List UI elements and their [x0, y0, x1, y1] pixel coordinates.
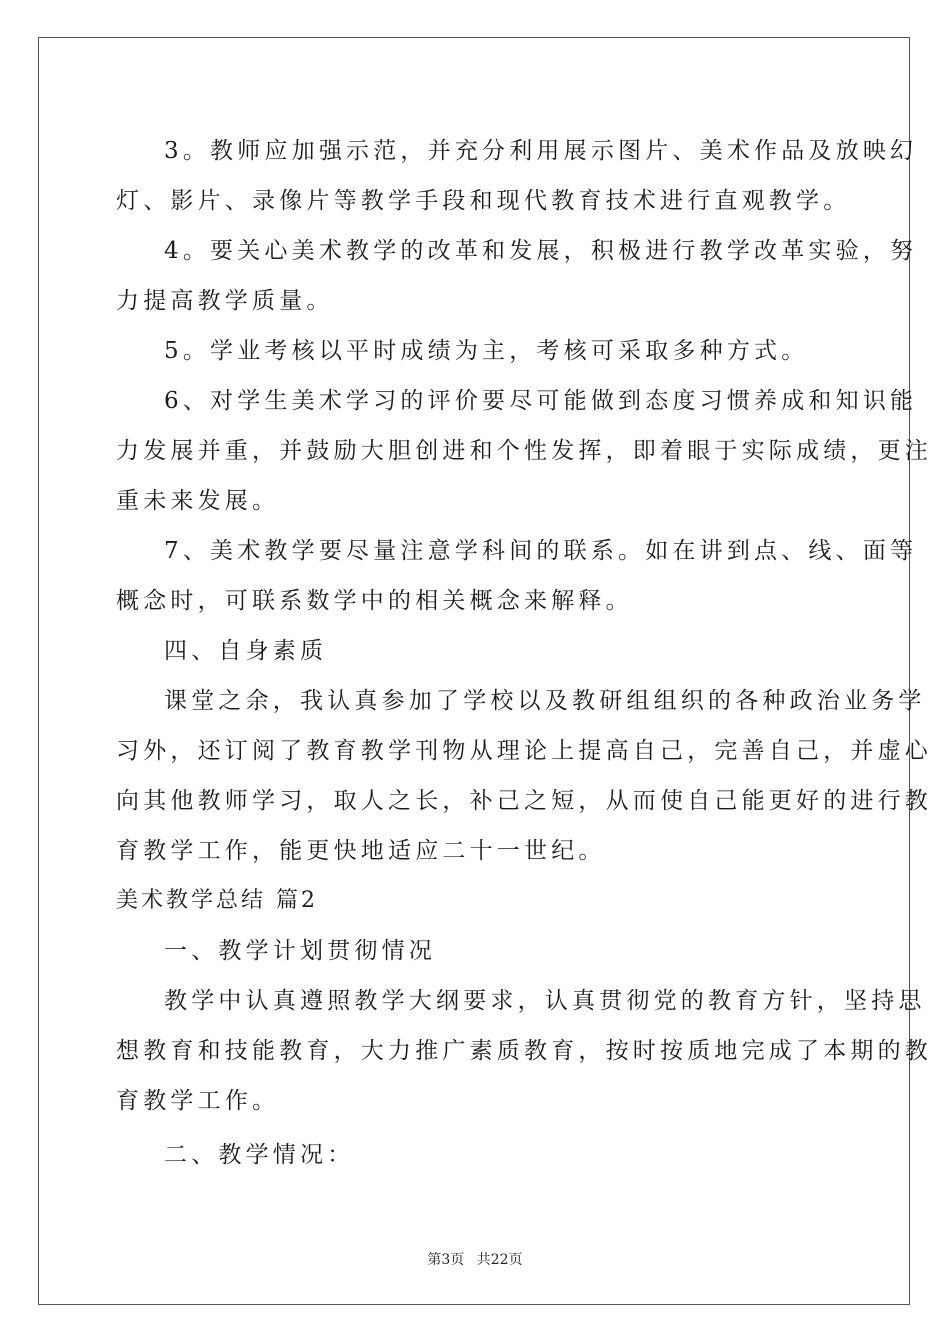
paragraph-7	[116, 526, 918, 626]
section-title: 美术教学总结 篇2	[116, 888, 318, 913]
text-line: 想教育和技能教育，大力推广素质教育，按时按质地完成了本期的教	[116, 1038, 932, 1064]
text-line: 6、对学生美术学习的评价要尽可能做到态度习惯养成和知识能	[164, 388, 918, 414]
heading-teaching-situation	[116, 1130, 836, 1180]
text-line: 习外，还订阅了教育教学刊物从理论上提高自己，完善自己，并虚心	[116, 738, 932, 764]
document-body	[116, 126, 932, 1180]
paragraph-6	[116, 376, 932, 526]
paragraph-9	[116, 976, 932, 1126]
text-line: 一、教学计划贯彻情况	[164, 938, 436, 964]
paragraph-4	[116, 226, 918, 326]
text-line: 四、自身素质	[164, 638, 328, 664]
text-line: 力提高教学质量。	[116, 288, 334, 314]
text-line: 4。要关心美术教学的改革和发展，积极进行教学改革实验，努	[164, 238, 918, 264]
page-footer	[0, 1249, 950, 1269]
text-line: 力发展并重，并鼓励大胆创进和个性发挥，即着眼于实际成绩，更注	[116, 438, 932, 464]
heading-self-quality	[116, 626, 836, 676]
page-number: 第3页	[427, 1252, 465, 1268]
text-line: 育教学工作。	[116, 1088, 280, 1114]
paragraph-5	[116, 326, 836, 376]
text-line: 重未来发展。	[116, 488, 280, 514]
text-line: 教学中认真遵照教学大纲要求，认真贯彻党的教育方针，坚持思	[164, 988, 926, 1014]
text-line: 课堂之余，我认真参加了学校以及教研组组织的各种政治业务学	[164, 688, 926, 714]
text-line: 3。教师应加强示范，并充分利用展示图片、美术作品及放映幻	[164, 138, 918, 164]
text-line: 向其他教师学习，取人之长，补己之短，从而使自己能更好的进行教	[116, 788, 932, 814]
text-line: 二、教学情况：	[164, 1142, 355, 1168]
text-line: 概念时，可联系数学中的相关概念来解释。	[116, 588, 633, 614]
text-line: 育教学工作，能更快地适应二十一世纪。	[116, 838, 606, 864]
text-line: 5。学业考核以平时成绩为主，考核可采取多种方式。	[164, 338, 809, 364]
text-line: 灯、影片、录像片等教学手段和现代教育技术进行直观教学。	[116, 188, 851, 214]
page-total: 共22页	[476, 1252, 523, 1268]
paragraph-3	[116, 126, 918, 226]
paragraph-8	[116, 676, 932, 876]
text-line: 7、美术教学要尽量注意学科间的联系。如在讲到点、线、面等	[164, 538, 918, 564]
heading-teaching-plan	[116, 926, 836, 976]
